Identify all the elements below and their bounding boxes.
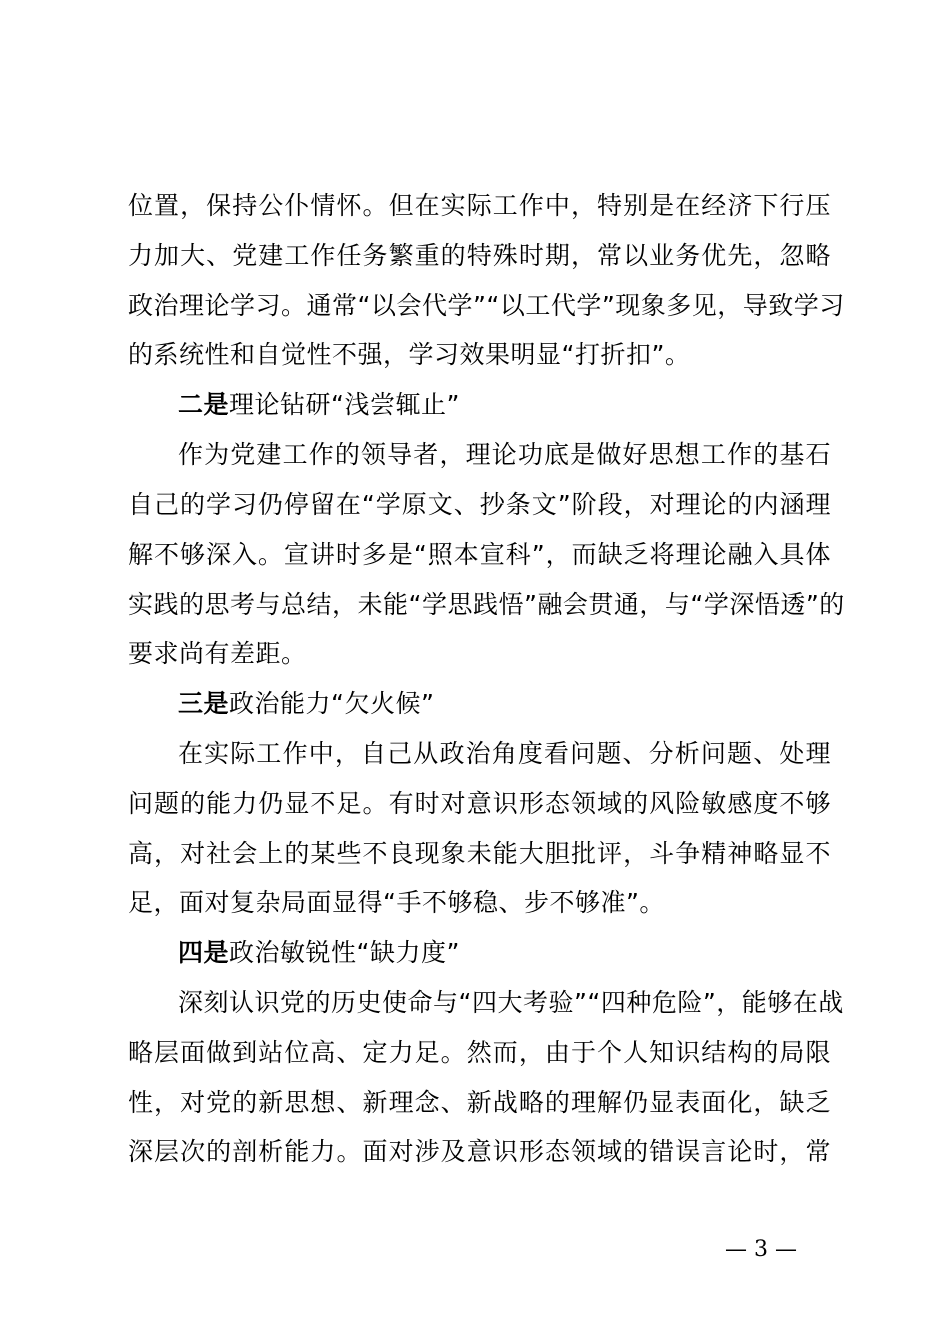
body-line: 作为党建工作的领导者，理论功底是做好思想工作的基石 <box>178 440 831 469</box>
body-line: 位置，保持公仆情怀。但在实际工作中，特别是在经济下行压 <box>128 191 831 220</box>
body-line: 实践的思考与总结，未能“学思践悟”融会贯通，与“学深悟透”的 <box>128 590 845 619</box>
body-line: 足，面对复杂局面显得“手不够稳、步不够准”。 <box>128 888 665 917</box>
section-heading-4 <box>178 937 460 969</box>
heading-lead: 三是 <box>178 689 230 718</box>
section-heading-3 <box>178 688 434 720</box>
body-line: 自己的学习仍停留在“学原文、抄条文”阶段，对理论的内涵理 <box>128 490 831 519</box>
heading-text: 政治能力“欠火候” <box>229 689 435 718</box>
body-line: 略层面做到站位高、定力足。然而，由于个人知识结构的局限 <box>128 1038 831 1067</box>
body-line: 的系统性和自觉性不强，学习效果明显“打折扣”。 <box>128 340 691 369</box>
body-line: 深刻认识党的历史使命与“四大考验”“四种危险”，能够在战 <box>178 988 844 1017</box>
body-line: 政治理论学习。通常“以会代学”“以工代学”现象多见，导致学习 <box>128 291 845 320</box>
body-line: 解不够深入。宣讲时多是“照本宣科”，而缺乏将理论融入具体 <box>128 540 831 569</box>
heading-lead: 四是 <box>178 938 230 967</box>
body-line: 深层次的剖析能力。面对涉及意识形态领域的错误言论时，常 <box>128 1137 831 1166</box>
heading-text: 理论钻研“浅尝辄止” <box>229 390 460 419</box>
body-line: 高，对社会上的某些不良现象未能大胆批评，斗争精神略显不 <box>128 839 831 868</box>
body-line: 性，对党的新思想、新理念、新战略的理解仍显表面化，缺乏 <box>128 1088 831 1117</box>
heading-text: 政治敏锐性“缺力度” <box>229 938 460 967</box>
body-line: 力加大、党建工作任务繁重的特殊时期，常以业务优先，忽略 <box>128 241 831 270</box>
heading-lead: 二是 <box>178 390 230 419</box>
body-line: 要求尚有差距。 <box>128 639 307 668</box>
page-number: — 3 — <box>725 1237 797 1262</box>
section-heading-2 <box>178 389 460 421</box>
body-line: 在实际工作中，自己从政治角度看问题、分析问题、处理 <box>178 739 831 768</box>
body-line: 问题的能力仍显不足。有时对意识形态领域的风险敏感度不够 <box>128 789 831 818</box>
